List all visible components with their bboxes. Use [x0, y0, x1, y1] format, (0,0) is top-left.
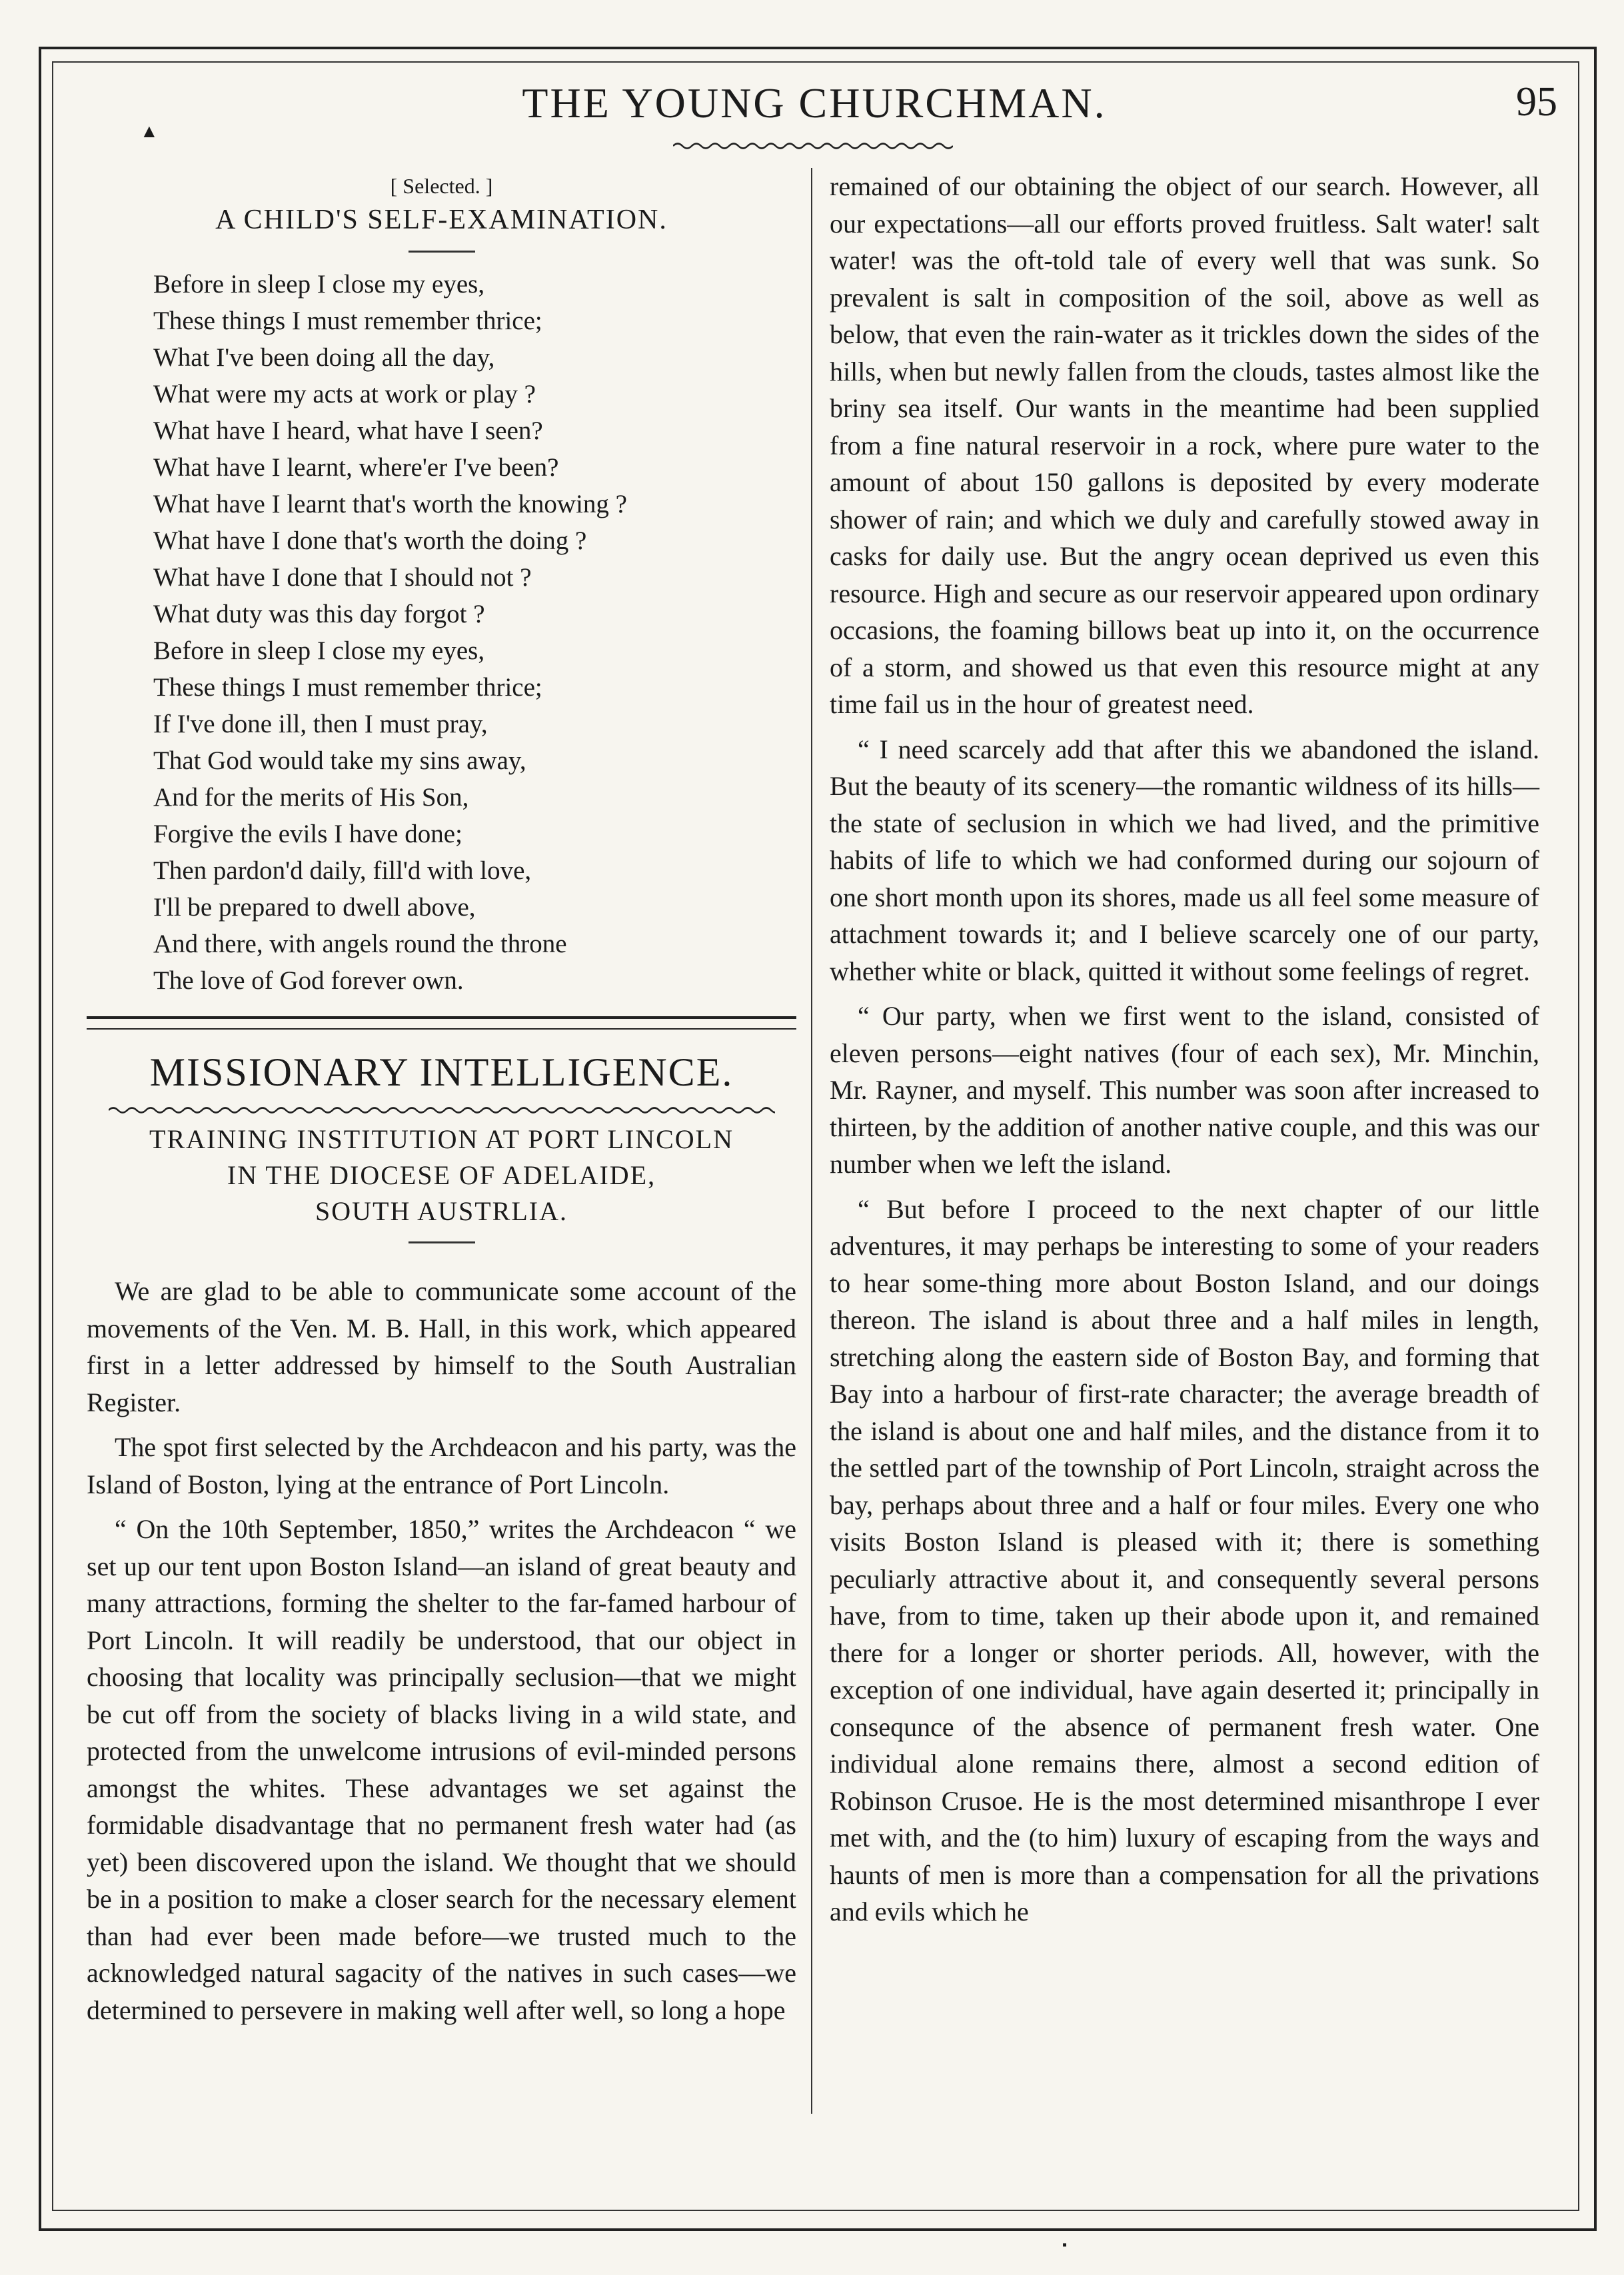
column-divider	[811, 168, 812, 2114]
poem-line: What have I learnt, where'er I've been?	[153, 453, 559, 482]
selected-label: [ Selected. ]	[390, 174, 493, 198]
left-article-text	[87, 1273, 796, 2028]
poem-title-rule	[408, 251, 475, 253]
poem-line: That God would take my sins away,	[153, 746, 526, 775]
subheading-line-2: IN THE DIOCESE OF ADELAIDE,	[227, 1160, 656, 1190]
article-paragraph: “ But before I proceed to the next chapter of our little adventures, it may perhaps be interesting to some of your readers to hear some-thing more about Boston Island, and our doings thereon. The island is about three and a half miles in length, stretching along the eastern side of Boston Bay, and forming that Bay into a harbour of first-rate character; the average breadth of the island is about one and half miles, and the distance from it to the settled part of the township of Port Lincoln, straight across the bay, perhaps about three and a half or four miles. Every one who visits Boston Island is pleased with it; there is something peculiarly attractive about it, and consequently several persons have, from to time, taken up their abode upon it, and remained there for a longer or shorter periods. All, however, with the exception of one individual, have again deserted it; principally in consequnce of the absence of permanent fresh water. One individual alone remains there, almost a second edition of Robinson Crusoe. He is the most determined misanthrope I ever met with, and the (to him) luxury of escaping from the ways and haunts of men is more than a compensation for all the privations and evils which he	[830, 1193, 1539, 1926]
poem-body	[87, 266, 796, 999]
poem-line: Before in sleep I close my eyes,	[153, 636, 485, 665]
poem-line: What were my acts at work or play ?	[153, 380, 536, 408]
section-wavy-rule	[109, 1106, 775, 1115]
poem-line: If I've done ill, then I must pray,	[153, 710, 488, 738]
poem-line: What have I heard, what have I seen?	[153, 416, 543, 445]
right-column	[830, 168, 1539, 1930]
poem-line: And there, with angels round the throne	[153, 930, 567, 958]
article-paragraph: “ On the 10th September, 1850,” writes the Archdeacon “ we set up our tent upon Boston Island—an island of great beauty and many attractions, forming the shelter to the far-famed harbour of Port Lincoln. It will readily be understood, that our object in choosing that locality was principally seclusion—that we might be cut off from the society of blacks living in a wild state, and protected from the unwelcome intrusions of evil-minded persons amongst the whites. These advantages we set against the formidable disadvantage that no permanent fresh water had (as yet) been discovered upon the island. We thought that we should be in a position to make a closer search for the necessary element than had ever been made before—we trusted much to the acknowledged natural sagacity of the natives in such cases—we determined to persevere in making well after well, so long a hope	[87, 1514, 796, 2025]
page-number: 95	[1516, 79, 1557, 125]
subheading-rule	[408, 1241, 475, 1243]
section-double-rule	[87, 1016, 796, 1030]
poem-line: The love of God forever own.	[153, 966, 464, 995]
poem-line: What I've been doing all the day,	[153, 343, 495, 372]
poem-line: Then pardon'd daily, fill'd with love,	[153, 856, 532, 885]
poem-line: These things I must remember thrice;	[153, 307, 542, 335]
article-paragraph: The spot first selected by the Archdeacon and his party, was the Island of Boston, lying at the entrance of Port Lincoln.	[87, 1432, 796, 1499]
header-wavy-rule	[673, 141, 953, 151]
poem-line: What have I done that's worth the doing ?	[153, 526, 587, 555]
poem-line: Forgive the evils I have done;	[153, 820, 462, 848]
running-title: THE YOUNG CHURCHMAN.	[522, 79, 1107, 127]
subheading-line-1: TRAINING INSTITUTION AT PORT LINCOLN	[149, 1124, 734, 1154]
poem-line: These things I must remember thrice;	[153, 673, 542, 702]
article-paragraph: “ I need scarcely add that after this we abandoned the island. But the beauty of its scenery—the romantic wildness of its hills—the state of seclusion in which we had lived, and the primitive habits of life to which we had conformed during our sojourn of one short month upon its shores, made us all feel some measure of attachment towards it; and I believe scarcely one of our party, whether white or black, quitted it without some feelings of regret.	[830, 734, 1539, 986]
poem-line: What have I done that I should not ?	[153, 563, 532, 592]
bottom-ornament: ▪	[1062, 2238, 1068, 2252]
article-paragraph: “ Our party, when we first went to the island, consisted of eleven persons—eight natives (four of each sex), Mr. Minchin, Mr. Rayner, and myself. This number was soon after increased to thirteen, by the addition of another native couple, and this was our number when we left the island.	[830, 1001, 1539, 1179]
poem-title: A CHILD'S SELF-EXAMINATION.	[215, 205, 668, 235]
subheading-line-3: SOUTH AUSTRLIA.	[315, 1196, 568, 1226]
poem-line: Before in sleep I close my eyes,	[153, 270, 485, 299]
poem-line: What duty was this day forgot ?	[153, 600, 485, 628]
article-paragraph: remained of our obtaining the object of our search. However, all our expectations—all our efforts proved fruitless. Salt water! salt water! was the oft-told tale of every well that was sunk. So prevalent is salt in composition of the soil, above as well as below, that even the rain-water as it trickles down the sides of the hills, when but newly fallen from the clouds, tastes almost like the briny sea itself. Our wants in the meantime had been supplied from a fine natural reservoir in a rock, where pure water to the amount of about 150 gallons is deposited by every moderate shower of rain; and which we duly and carefully stowed away in casks for daily use. But the angry ocean deprived us even this resource. High and secure as our reservoir appeared upon ordinary occasions, the foaming billows beat up into it, on the occurrence of a storm, and showed us that even this resource might at any time fail us in the hour of greatest need.	[830, 171, 1539, 719]
article-paragraph: We are glad to be able to communicate some account of the movements of the Ven. M. B. Hall, in this work, which appeared first in a letter addressed by himself to the South Australian Register.	[87, 1276, 796, 1417]
poem-line: What have I learnt that's worth the knowing ?	[153, 490, 627, 518]
section-heading: MISSIONARY INTELLIGENCE.	[149, 1050, 734, 1094]
poem-line: I'll be prepared to dwell above,	[153, 893, 476, 922]
poem-line: And for the merits of His Son,	[153, 783, 469, 812]
left-column	[87, 168, 796, 2028]
ornament-dot: ▲	[140, 121, 159, 142]
